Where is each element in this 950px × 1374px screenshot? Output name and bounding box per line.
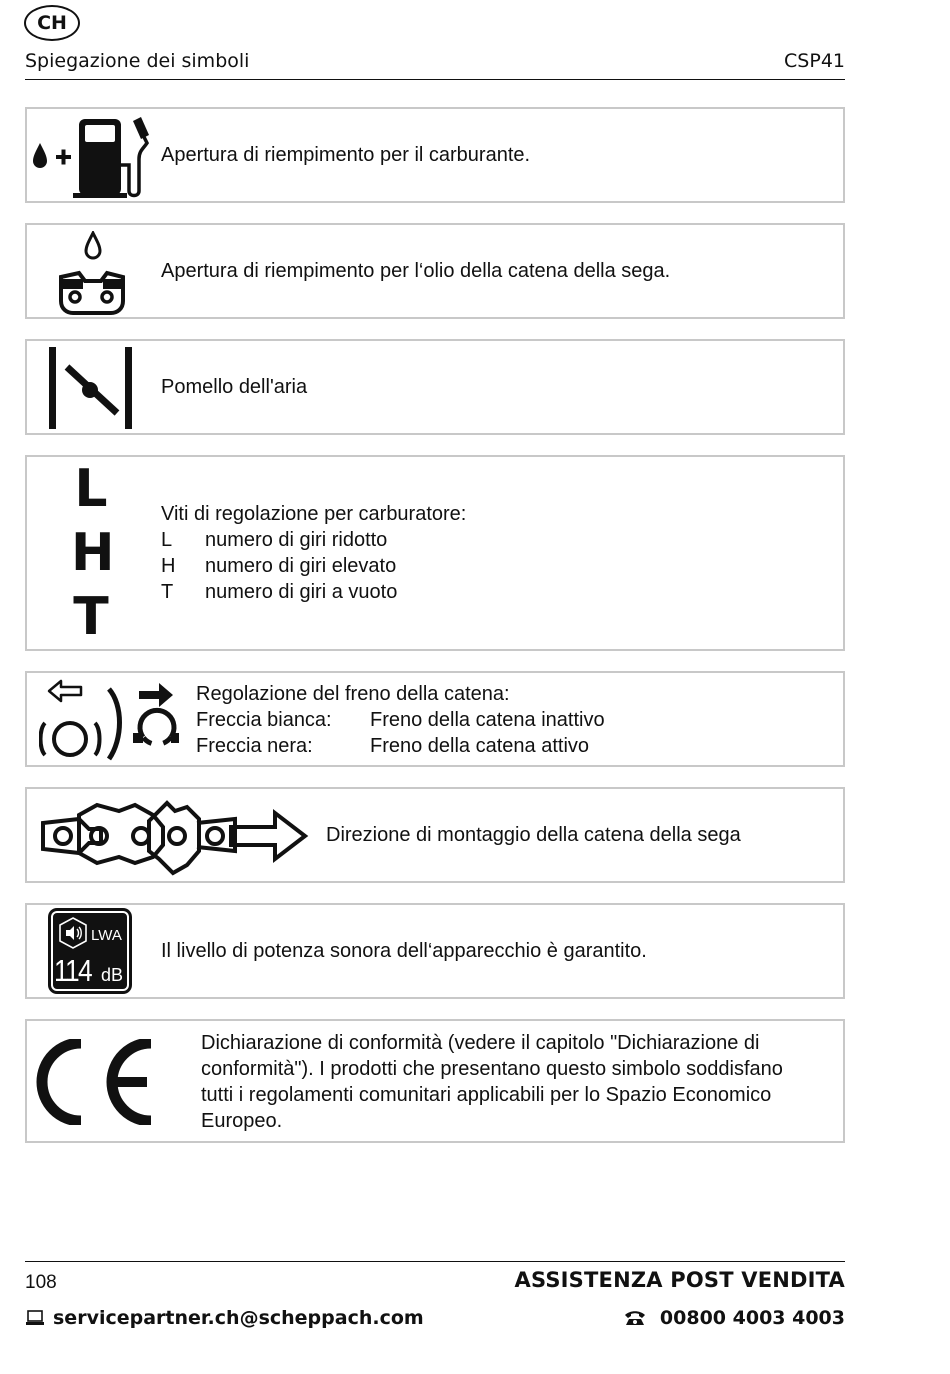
email-address[interactable]: servicepartner.ch@scheppach.com: [53, 1307, 424, 1329]
symbol-description: Apertura di riempimento per l‘olio della catena della sega.: [161, 260, 671, 282]
symbol-description: [201, 1030, 783, 1134]
list-item: [161, 553, 466, 579]
letter-l: L: [74, 459, 108, 519]
phone-number[interactable]: 00800 4003 4003: [659, 1307, 845, 1329]
symbol-row-choke: [25, 339, 845, 435]
item-value: numero di giri a vuoto: [205, 581, 398, 603]
chain-oil-icon: [57, 231, 127, 315]
letter-h: H: [71, 523, 115, 583]
symbol-description: [196, 681, 605, 759]
symbol-row-sound-power: [25, 903, 845, 999]
page-title: Spiegazione dei simboli: [25, 50, 250, 72]
phone-contact[interactable]: [624, 1307, 845, 1329]
symbol-description: [161, 501, 466, 605]
symbol-row-carburetor: [25, 455, 845, 651]
carburetor-title: Viti di regolazione per carburatore:: [161, 503, 467, 525]
ce-line: Europeo.: [201, 1110, 283, 1132]
header-divider: [25, 79, 845, 80]
symbol-row-ce-mark: [25, 1019, 845, 1143]
service-title: ASSISTENZA POST VENDITA: [514, 1268, 845, 1292]
sound-unit: dB: [101, 965, 124, 985]
symbol-description: Direzione di montaggio della catena della sega: [326, 824, 741, 846]
country-badge: CH: [24, 5, 80, 41]
item-value: numero di giri ridotto: [205, 529, 388, 551]
list-item: [196, 707, 605, 733]
footer-divider: [25, 1261, 845, 1262]
ce-line: conformità"). I prodotti che presentano questo simbolo soddisfano: [201, 1058, 783, 1080]
email-contact[interactable]: [25, 1307, 424, 1329]
ce-line: Dichiarazione di conformità (vedere il capitolo "Dichiarazione di: [201, 1032, 760, 1054]
item-key: H: [161, 555, 176, 577]
symbol-row-fuel: [25, 107, 845, 203]
carburetor-screws-icon: [71, 457, 115, 649]
ce-mark-icon: [35, 1039, 155, 1125]
ce-line: tutti i regolamenti comunitari applicabili per lo Spazio Economico: [201, 1084, 772, 1106]
symbol-description: Il livello di potenza sonora dell‘apparecchio è garantito.: [161, 940, 647, 962]
item-key: T: [161, 581, 174, 603]
model-number: CSP41: [784, 50, 845, 72]
list-item: [196, 733, 605, 759]
item-key: Freccia bianca:: [196, 709, 332, 731]
page-number: 108: [25, 1272, 57, 1293]
speaker-icon: [57, 917, 89, 949]
chain-brake-icon: [39, 677, 179, 763]
chain-direction-icon: [39, 793, 323, 879]
chain-brake-title: Regolazione del freno della catena:: [196, 683, 510, 705]
sound-value: 114: [54, 953, 91, 988]
symbol-row-chain-direction: [25, 787, 845, 883]
item-key: L: [161, 529, 173, 551]
item-value: numero di giri elevato: [205, 555, 397, 577]
symbol-row-chain-brake: [25, 671, 845, 767]
symbol-row-chain-oil: [25, 223, 845, 319]
phone-icon: [624, 1310, 646, 1326]
symbol-description: Apertura di riempimento per il carburante.: [161, 144, 531, 166]
item-key: Freccia nera:: [196, 735, 313, 757]
symbol-description: Pomello dell'aria: [161, 376, 308, 398]
list-item: [161, 579, 466, 605]
sound-power-icon: [51, 911, 129, 991]
lwa-label: LWA: [91, 927, 122, 944]
item-value: Freno della catena inattivo: [370, 709, 605, 731]
item-value: Freno della catena attivo: [370, 735, 590, 757]
choke-knob-icon: [47, 345, 137, 431]
list-item: [161, 527, 466, 553]
fuel-filler-icon: [29, 113, 153, 199]
letter-t: T: [73, 587, 109, 647]
laptop-icon: [25, 1310, 45, 1326]
